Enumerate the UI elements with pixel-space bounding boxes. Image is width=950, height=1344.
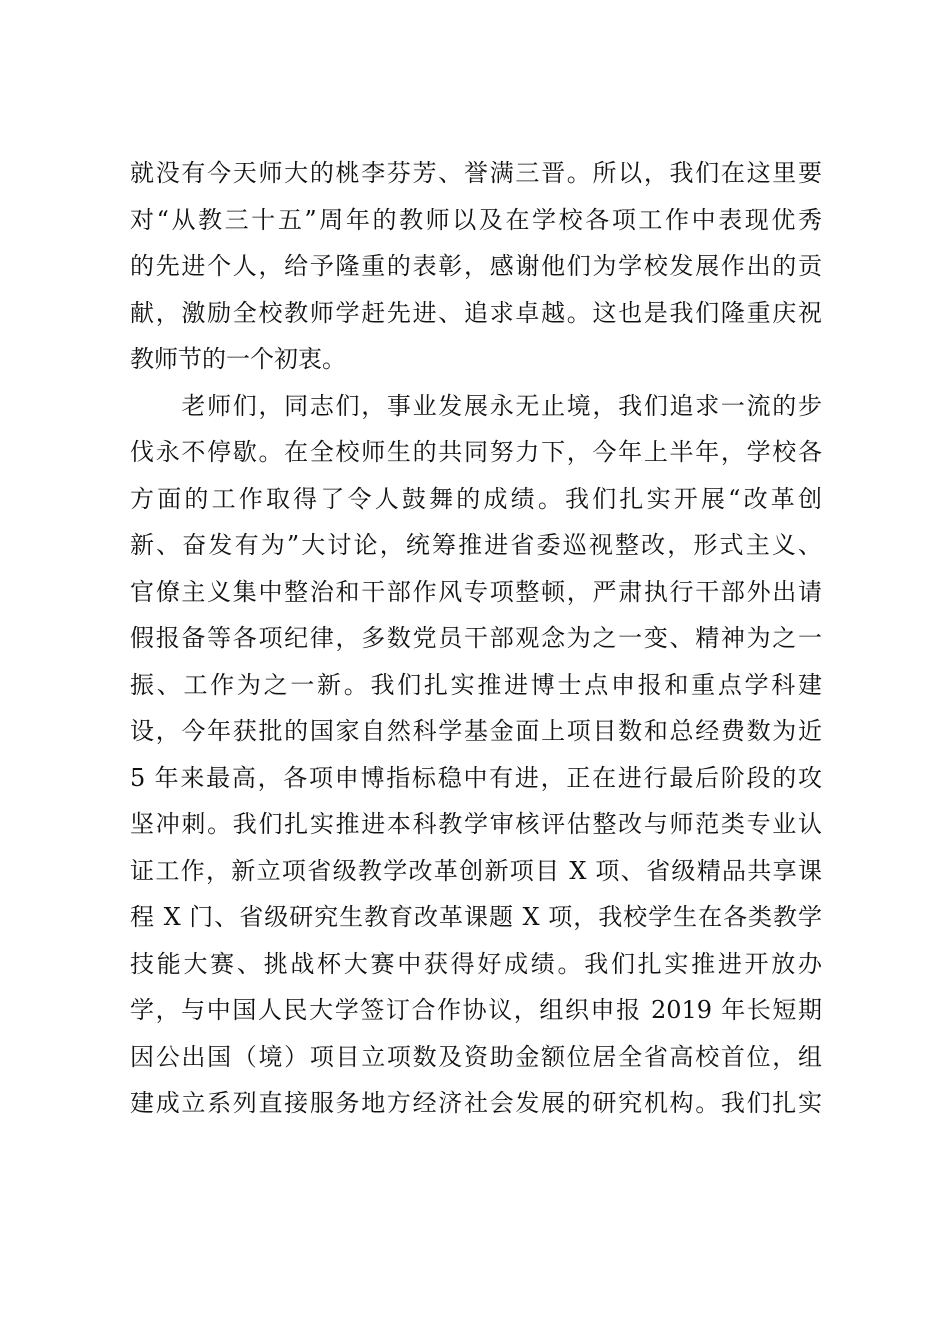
text-line: 建成立系列直接服务地方经济社会发展的研究机构。我们扎实 <box>130 1089 822 1117</box>
text-line: 的先进个人，给予隆重的表彰，感谢他们为学校发展作出的贡 <box>130 252 822 280</box>
text-line: 证工作，新立项省级教学改革创新项目 X 项、省级精品共享课 <box>130 856 822 885</box>
text-line: 官僚主义集中整治和干部作风专项整顿，严肃执行干部外出请 <box>130 577 822 606</box>
text-line: 新、奋发有为”大讨论，统筹推进省委巡视整改，形式主义、 <box>130 531 822 559</box>
paragraph-2 <box>130 383 822 1127</box>
text-line: 技能大赛、挑战杯大赛中获得好成绩。我们扎实推进开放办 <box>130 949 822 978</box>
text-line: 程 X 门、省级研究生教育改革课题 X 项，我校学生在各类教学 <box>130 903 822 931</box>
text-line: 因公出国（境）项目立项数及资助金额位居全省高校首位，组 <box>130 1042 822 1071</box>
text-line: 方面的工作取得了令人鼓舞的成绩。我们扎实开展“改革创 <box>130 484 822 513</box>
document-body <box>130 150 822 1127</box>
text-line: 伐永不停歇。在全校师生的共同努力下，今年上半年，学校各 <box>130 438 822 466</box>
text-line: 学，与中国人民大学签订合作协议，组织申报 2019 年长短期 <box>130 996 822 1024</box>
text-line: 献，激励全校教师学赶先进、追求卓越。这也是我们隆重庆祝 <box>130 298 822 327</box>
text-line: 老师们，同志们，事业发展永无止境，我们追求一流的步 <box>130 391 822 420</box>
text-line: 就没有今天师大的桃李芬芳、誉满三晋。所以，我们在这里要 <box>130 159 822 187</box>
text-line: 5 年来最高，各项申博指标稳中有进，正在进行最后阶段的攻 <box>130 763 822 792</box>
text-line: 教师节的一个初衷。 <box>130 345 346 373</box>
text-line: 设，今年获批的国家自然科学基金面上项目数和总经费数为近 <box>130 717 822 745</box>
paragraph-1 <box>130 150 822 383</box>
text-line: 振、工作为之一新。我们扎实推进博士点申报和重点学科建 <box>130 670 822 699</box>
text-line: 坚冲刺。我们扎实推进本科教学审核评估整改与师范类专业认 <box>130 810 822 838</box>
text-line: 假报备等各项纪律，多数党员干部观念为之一变、精神为之一 <box>130 624 822 652</box>
text-line: 对“从教三十五”周年的教师以及在学校各项工作中表现优秀 <box>130 205 822 234</box>
